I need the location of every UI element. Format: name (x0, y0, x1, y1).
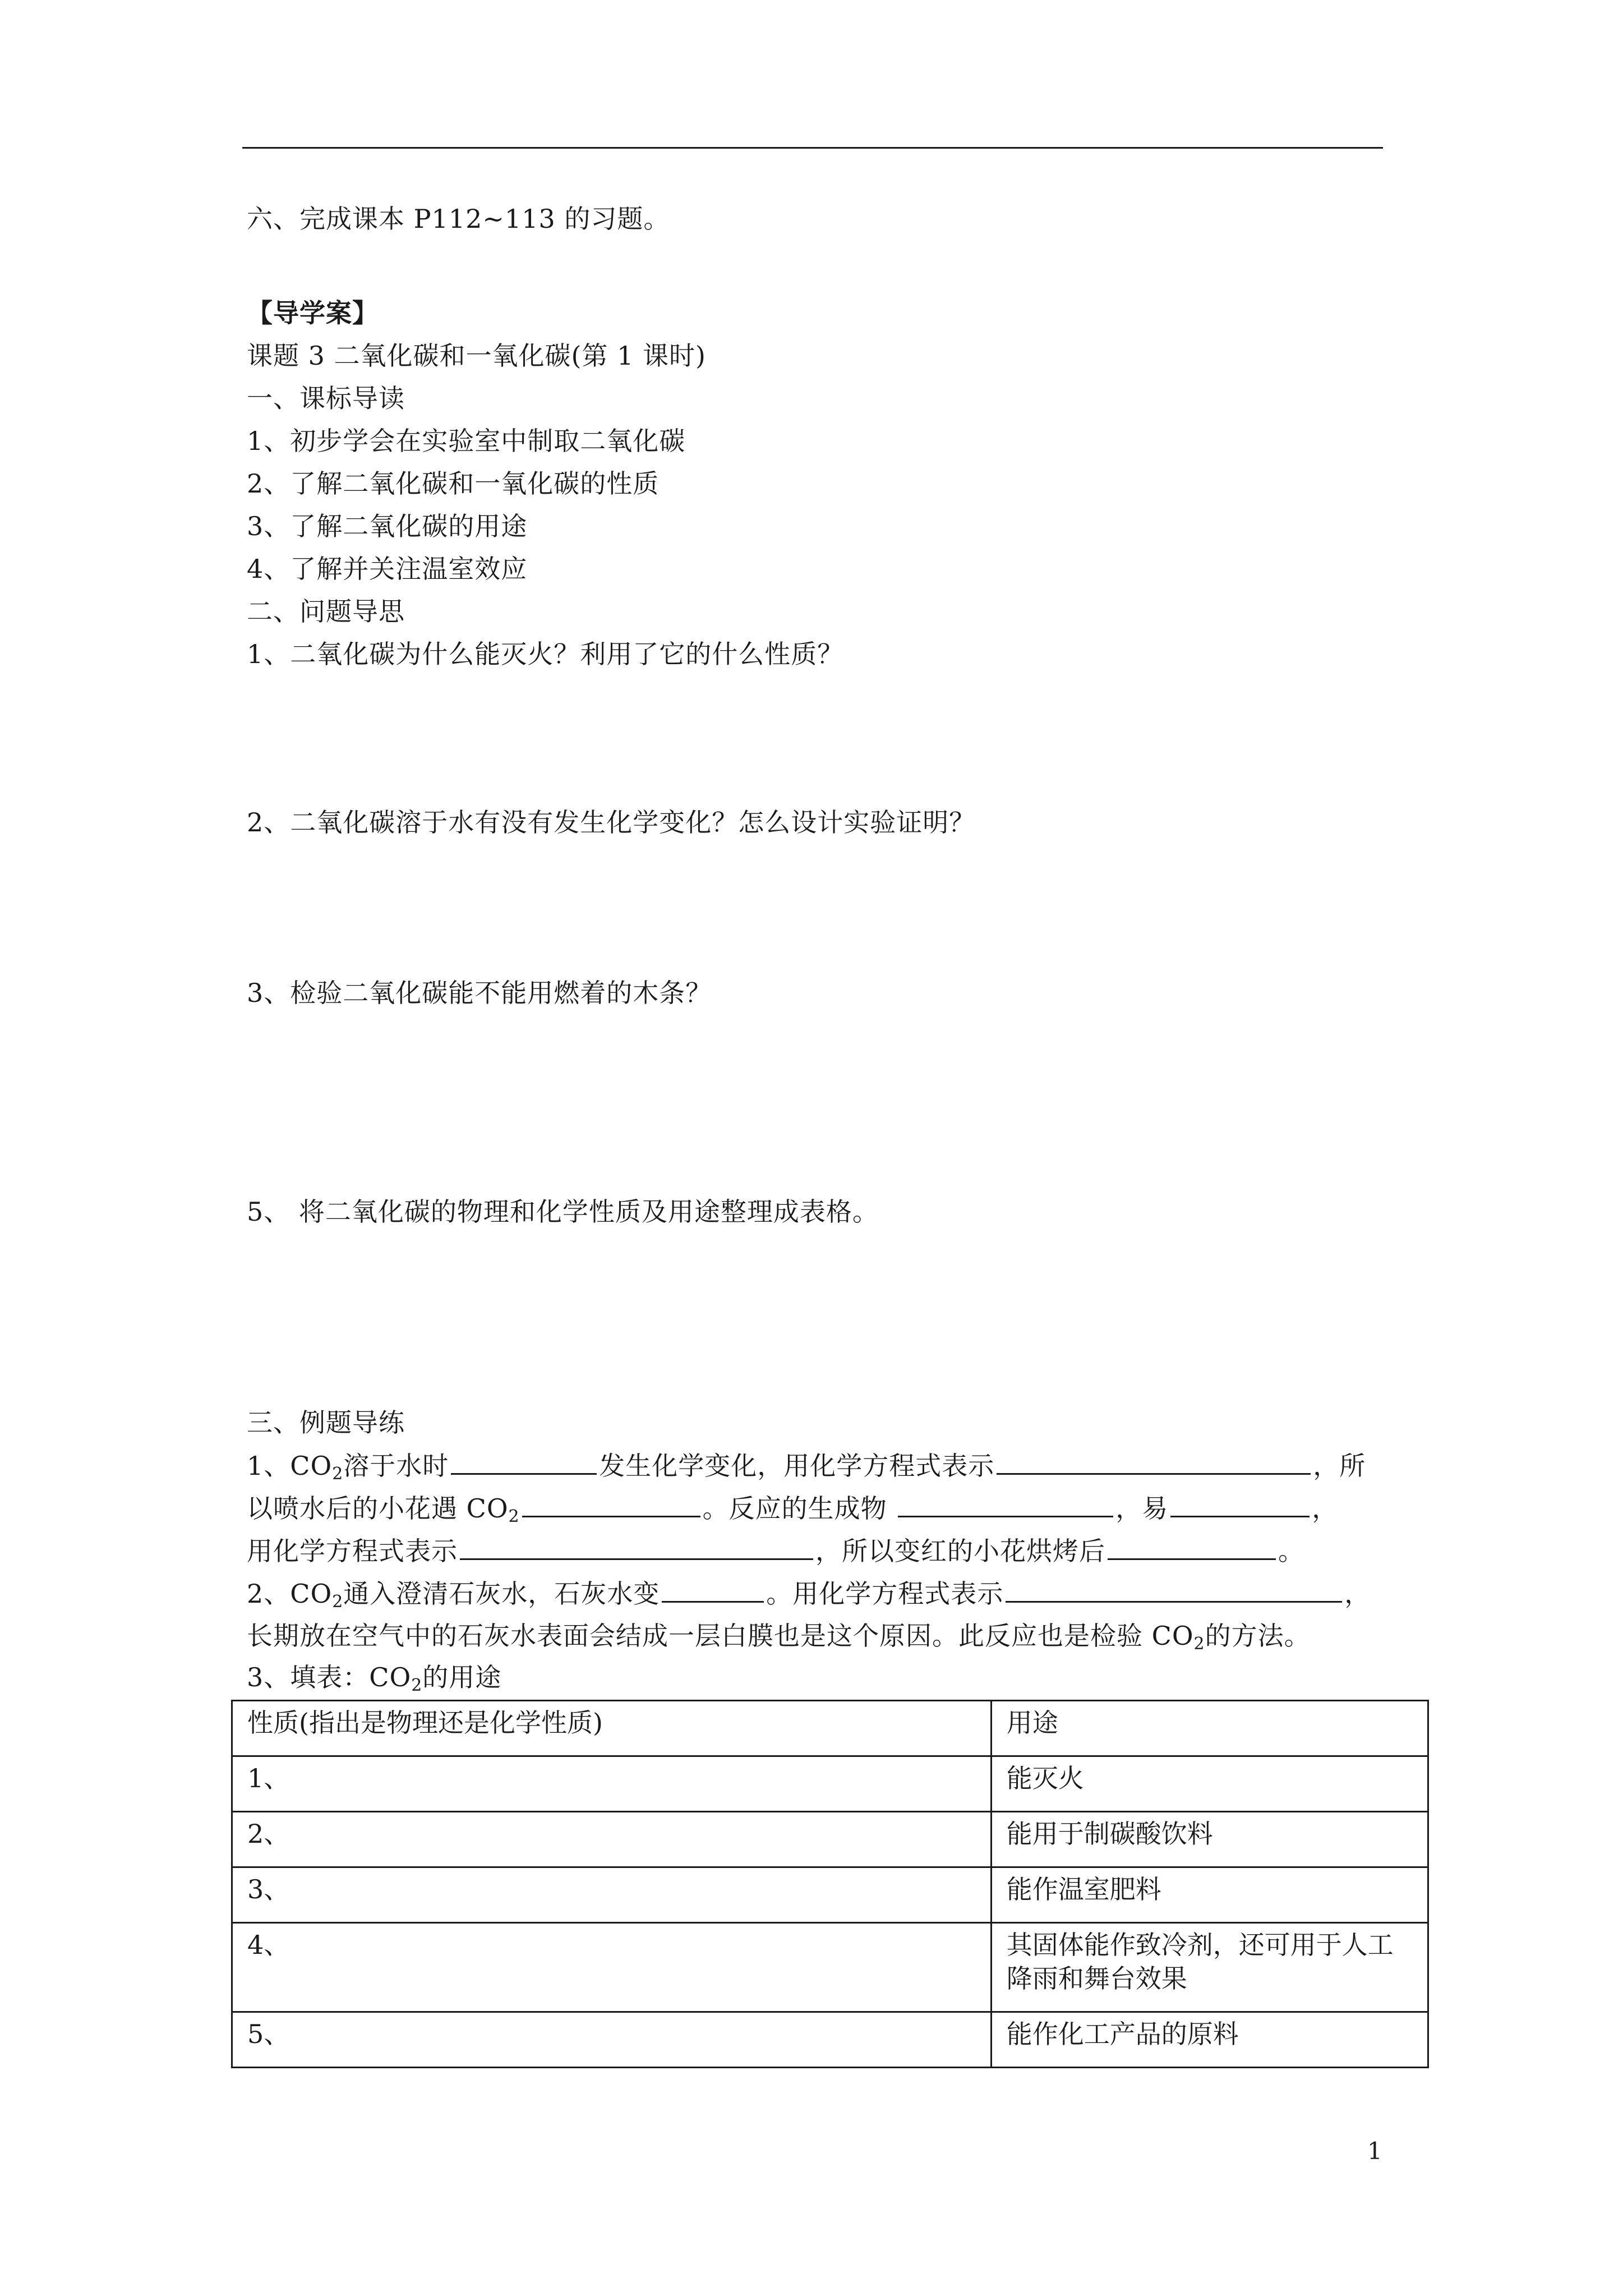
blank-field[interactable] (460, 1534, 813, 1560)
table-cell: 能灭火 (991, 1756, 1428, 1812)
table-row (232, 2012, 1428, 2068)
question-item: 1、二氧化碳为什么能灭火？利用了它的什么性质？ (247, 639, 844, 669)
blank-field[interactable] (662, 1576, 764, 1603)
exercise-2-line-1: 2、$CO_2$通入澄清石灰水，石灰水变 。用化学方程式表示 ， (247, 1576, 1371, 1611)
table-cell[interactable]: 4、 (232, 1923, 992, 2012)
part1-title: 一、课标导读 (247, 383, 405, 413)
table-cell: 其固体能作致冷剂，还可用于人工降雨和舞台效果 (991, 1923, 1428, 2012)
table-cell[interactable]: 5、 (232, 2012, 992, 2068)
table-row (232, 1867, 1428, 1923)
page-number: 1 (1367, 2137, 1382, 2165)
guide-heading: 【导学案】 (247, 298, 379, 328)
exercise-2-line-2: 长期放在空气中的石灰水表面会结成一层白膜也是这个原因。此反应也是检验 $CO_2$的方法。 (247, 1621, 1311, 1654)
section-6-text: 六、完成课本 P112~113 的习题。 (247, 204, 670, 234)
blank-field[interactable] (522, 1491, 700, 1517)
table-header-cell: 用途 (991, 1701, 1428, 1756)
header-rule (242, 147, 1383, 149)
question-item: 3、检验二氧化碳能不能用燃着的木条？ (247, 978, 712, 1008)
part2-title: 二、问题导思 (247, 596, 405, 627)
table-row (232, 1756, 1428, 1812)
blank-field[interactable] (1006, 1576, 1342, 1603)
goal-item: 1、初步学会在实验室中制取二氧化碳 (247, 426, 686, 456)
lesson-title: 课题 3 二氧化碳和一氧化碳(第 1 课时) (247, 341, 706, 371)
table-cell[interactable]: 3、 (232, 1867, 992, 1923)
blank-field[interactable] (451, 1448, 597, 1475)
goal-item: 2、了解二氧化碳和一氧化碳的性质 (247, 468, 660, 499)
exercise-1-line-2: 以喷水后的小花遇 $CO_2$ 。反应的生成物 ，易 ， (247, 1491, 1338, 1525)
co2-uses-table (231, 1700, 1429, 2068)
table-header-cell: 性质(指出是物理还是化学性质) (232, 1701, 992, 1756)
question-item: 5、 将二氧化碳的物理和化学性质及用途整理成表格。 (247, 1197, 879, 1227)
table-cell[interactable]: 2、 (232, 1812, 992, 1867)
part3-title: 三、例题导练 (247, 1407, 405, 1438)
goal-item: 3、了解二氧化碳的用途 (247, 511, 528, 541)
exercise-1-line-1: 1、$CO_2$溶于水时 发生化学变化，用化学方程式表示 ，所 (247, 1448, 1391, 1483)
goal-item: 4、了解并关注温室效应 (247, 554, 528, 584)
blank-field[interactable] (898, 1491, 1113, 1517)
table-row (232, 1923, 1428, 2012)
question-item: 2、二氧化碳溶于水有没有发生化学变化？怎么设计实验证明？ (247, 807, 976, 838)
table-row (232, 1812, 1428, 1867)
exercise-1-line-3: 用化学方程式表示 ，所以变红的小花烘烤后 。 (247, 1534, 1304, 1568)
table-header-row (232, 1701, 1428, 1756)
blank-field[interactable] (997, 1448, 1311, 1475)
blank-field[interactable] (1108, 1534, 1276, 1560)
table-cell: 能用于制碳酸饮料 (991, 1812, 1428, 1867)
blank-field[interactable] (1170, 1491, 1310, 1517)
table-cell[interactable]: 1、 (232, 1756, 992, 1812)
table-cell: 能作温室肥料 (991, 1867, 1428, 1923)
exercise-3-line: 3、填表：$CO_2$的用途 (247, 1662, 502, 1695)
table-cell: 能作化工产品的原料 (991, 2012, 1428, 2068)
